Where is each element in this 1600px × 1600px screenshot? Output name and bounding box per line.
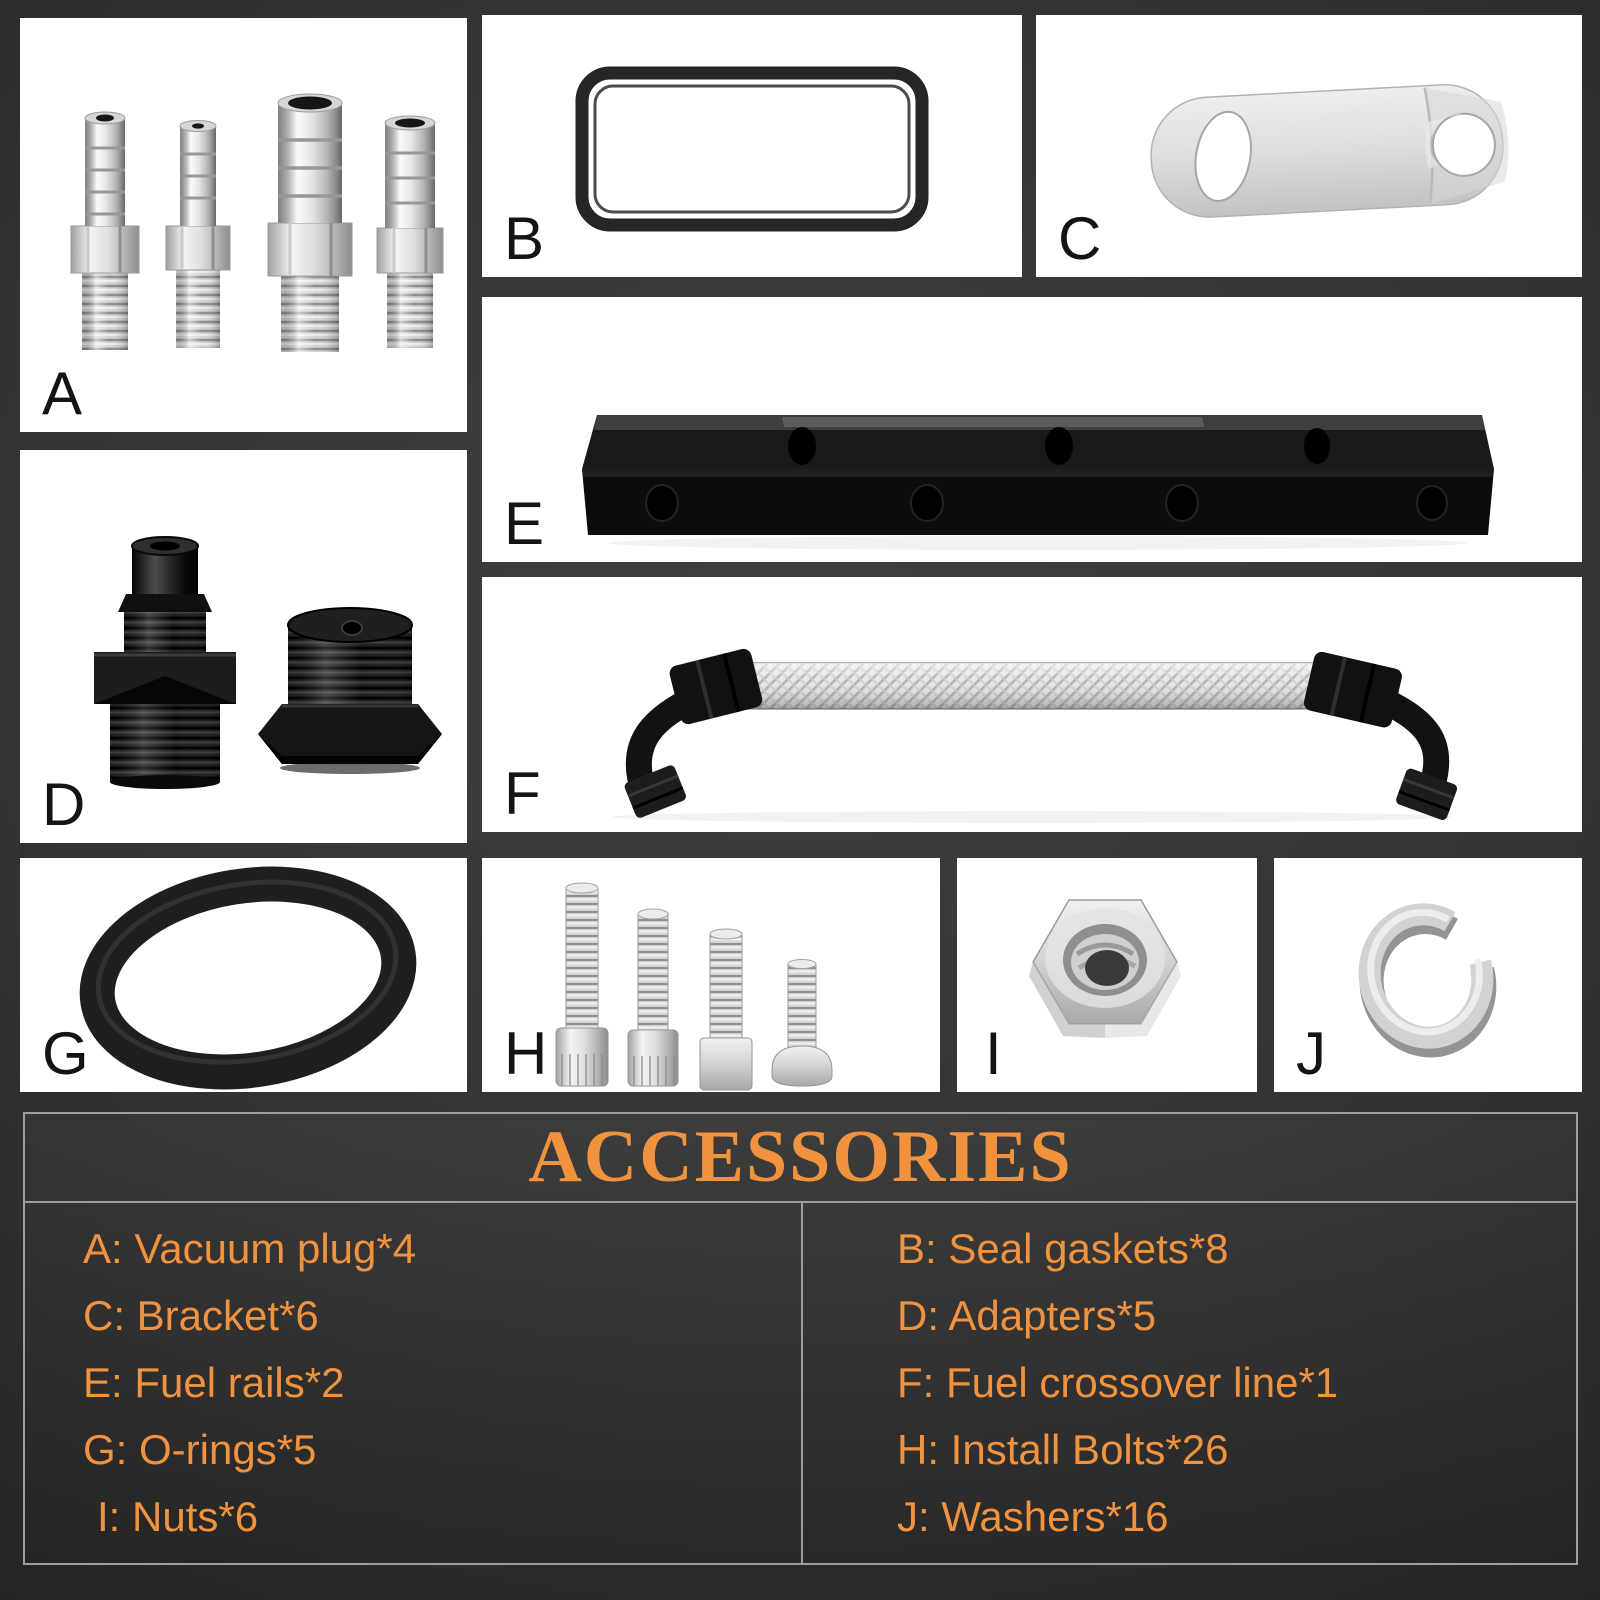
panel-vacuum-plugs [20, 18, 467, 432]
fuel-crossover-line-photo [482, 577, 1582, 832]
accessories-columns [25, 1203, 1576, 1563]
panel-label-i: I [985, 1020, 1002, 1087]
panel-adapters [20, 450, 467, 843]
accessory-item-b: B: Seal gaskets*8 [897, 1224, 1229, 1272]
panel-nut [957, 858, 1257, 1092]
panel-washer [1274, 858, 1582, 1092]
panel-fuel-crossover-line [482, 577, 1582, 832]
panel-label-a: A [42, 360, 83, 427]
accessory-item-c: C: Bracket*6 [83, 1291, 319, 1339]
accessory-item-j: J: Washers*16 [897, 1492, 1169, 1540]
accessory-item-f: F: Fuel crossover line*1 [897, 1358, 1339, 1406]
install-bolts-photo [482, 858, 940, 1092]
panel-label-f: F [504, 760, 541, 827]
accessory-item-i: I: Nuts*6 [97, 1492, 259, 1540]
seal-gasket-photo [482, 15, 1022, 277]
accessories-title: ACCESSORIES [25, 1114, 1576, 1203]
accessory-item-h: H: Install Bolts*26 [897, 1425, 1229, 1473]
panel-label-c: C [1058, 205, 1102, 272]
panel-bracket [1036, 15, 1582, 277]
accessories-column-left [25, 1203, 803, 1563]
panel-label-e: E [504, 490, 545, 557]
accessory-item-g: G: O-rings*5 [83, 1425, 317, 1473]
vacuum-plugs-photo [20, 18, 467, 432]
accessory-item-a: A: Vacuum plug*4 [83, 1224, 417, 1272]
adapters-photo [20, 450, 467, 843]
panel-fuel-rail [482, 297, 1582, 562]
panel-label-j: J [1296, 1020, 1326, 1087]
panel-label-h: H [504, 1020, 548, 1087]
fuel-rail-photo [482, 297, 1582, 562]
panel-seal-gasket [482, 15, 1022, 277]
accessories-table [23, 1112, 1578, 1565]
panel-install-bolts [482, 858, 940, 1092]
panel-label-b: B [504, 205, 545, 272]
panel-label-d: D [42, 771, 86, 838]
nut-photo [957, 858, 1257, 1092]
accessory-item-d: D: Adapters*5 [897, 1291, 1157, 1339]
accessory-item-e: E: Fuel rails*2 [83, 1358, 345, 1406]
panel-label-g: G [42, 1020, 89, 1087]
panel-o-ring [20, 858, 467, 1092]
accessories-column-right [803, 1203, 1576, 1563]
bracket-photo [1036, 15, 1582, 277]
